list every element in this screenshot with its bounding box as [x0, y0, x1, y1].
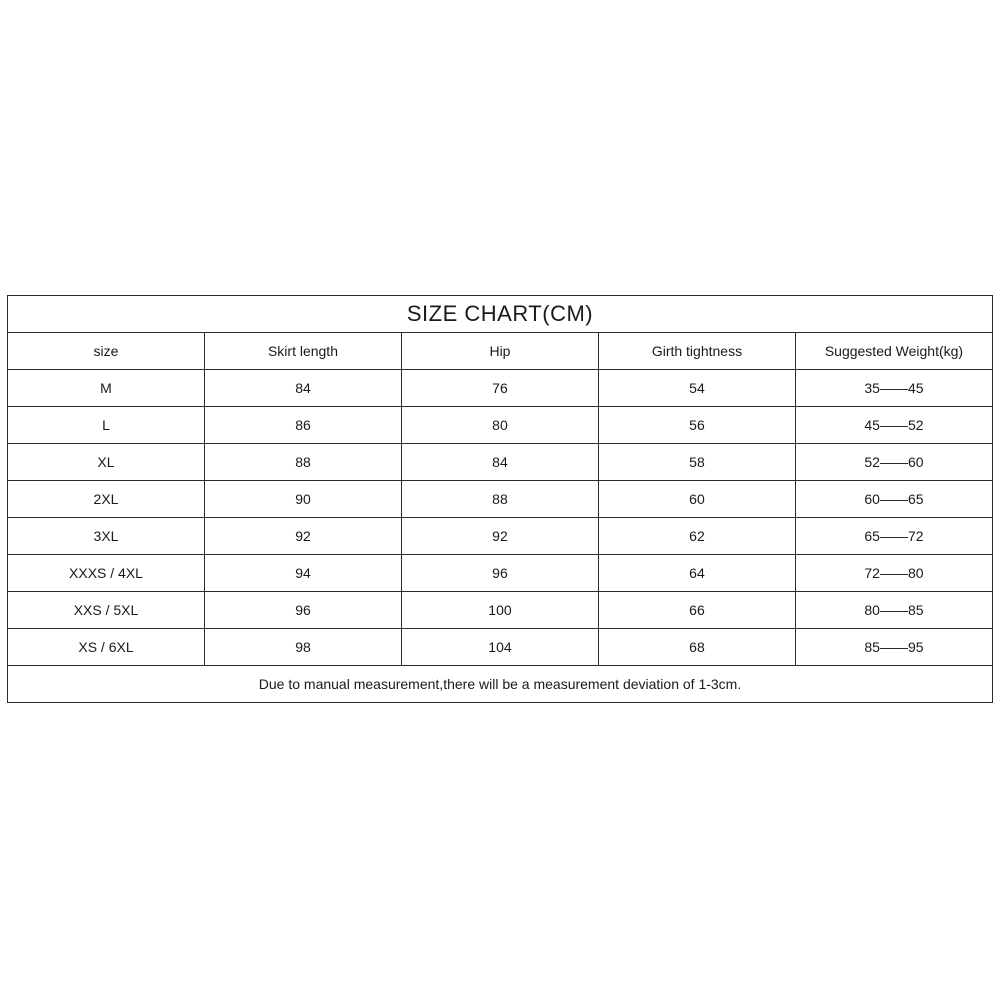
cell-suggested-weight: 45——52	[795, 407, 992, 444]
cell-girth-tightness: 62	[598, 518, 795, 555]
table-row	[8, 518, 993, 555]
cell-girth-tightness: 60	[598, 481, 795, 518]
cell-hip: 84	[401, 444, 598, 481]
header-hip: Hip	[401, 333, 598, 370]
cell-girth-tightness: 58	[598, 444, 795, 481]
table-row	[8, 370, 993, 407]
cell-girth-tightness: 56	[598, 407, 795, 444]
note-row	[8, 666, 993, 703]
cell-suggested-weight: 80——85	[795, 592, 992, 629]
cell-girth-tightness: 54	[598, 370, 795, 407]
cell-suggested-weight: 85——95	[795, 629, 992, 666]
table-row	[8, 444, 993, 481]
header-suggested-weight: Suggested Weight(kg)	[795, 333, 992, 370]
cell-size: M	[8, 370, 205, 407]
measurement-note: Due to manual measurement,there will be a measurement deviation of 1-3cm.	[8, 666, 993, 703]
cell-size: 3XL	[8, 518, 205, 555]
cell-suggested-weight: 72——80	[795, 555, 992, 592]
cell-hip: 76	[401, 370, 598, 407]
cell-hip: 96	[401, 555, 598, 592]
cell-suggested-weight: 65——72	[795, 518, 992, 555]
chart-title: SIZE CHART(CM)	[8, 296, 993, 333]
cell-girth-tightness: 68	[598, 629, 795, 666]
header-row	[8, 333, 993, 370]
table-row	[8, 481, 993, 518]
cell-skirt-length: 98	[204, 629, 401, 666]
cell-size: XL	[8, 444, 205, 481]
cell-skirt-length: 92	[204, 518, 401, 555]
table-row	[8, 629, 993, 666]
cell-hip: 104	[401, 629, 598, 666]
cell-skirt-length: 86	[204, 407, 401, 444]
cell-skirt-length: 96	[204, 592, 401, 629]
cell-suggested-weight: 52——60	[795, 444, 992, 481]
cell-skirt-length: 94	[204, 555, 401, 592]
cell-size: XXS / 5XL	[8, 592, 205, 629]
table-row	[8, 592, 993, 629]
cell-hip: 88	[401, 481, 598, 518]
cell-girth-tightness: 64	[598, 555, 795, 592]
table-row	[8, 407, 993, 444]
cell-skirt-length: 88	[204, 444, 401, 481]
cell-size: 2XL	[8, 481, 205, 518]
cell-hip: 100	[401, 592, 598, 629]
title-row	[8, 296, 993, 333]
cell-girth-tightness: 66	[598, 592, 795, 629]
cell-hip: 92	[401, 518, 598, 555]
header-size: size	[8, 333, 205, 370]
table-row	[8, 555, 993, 592]
cell-hip: 80	[401, 407, 598, 444]
cell-skirt-length: 84	[204, 370, 401, 407]
header-girth-tightness: Girth tightness	[598, 333, 795, 370]
size-chart-table	[7, 295, 993, 703]
cell-size: XS / 6XL	[8, 629, 205, 666]
cell-suggested-weight: 60——65	[795, 481, 992, 518]
cell-size: L	[8, 407, 205, 444]
header-skirt-length: Skirt length	[204, 333, 401, 370]
cell-skirt-length: 90	[204, 481, 401, 518]
cell-size: XXXS / 4XL	[8, 555, 205, 592]
cell-suggested-weight: 35——45	[795, 370, 992, 407]
